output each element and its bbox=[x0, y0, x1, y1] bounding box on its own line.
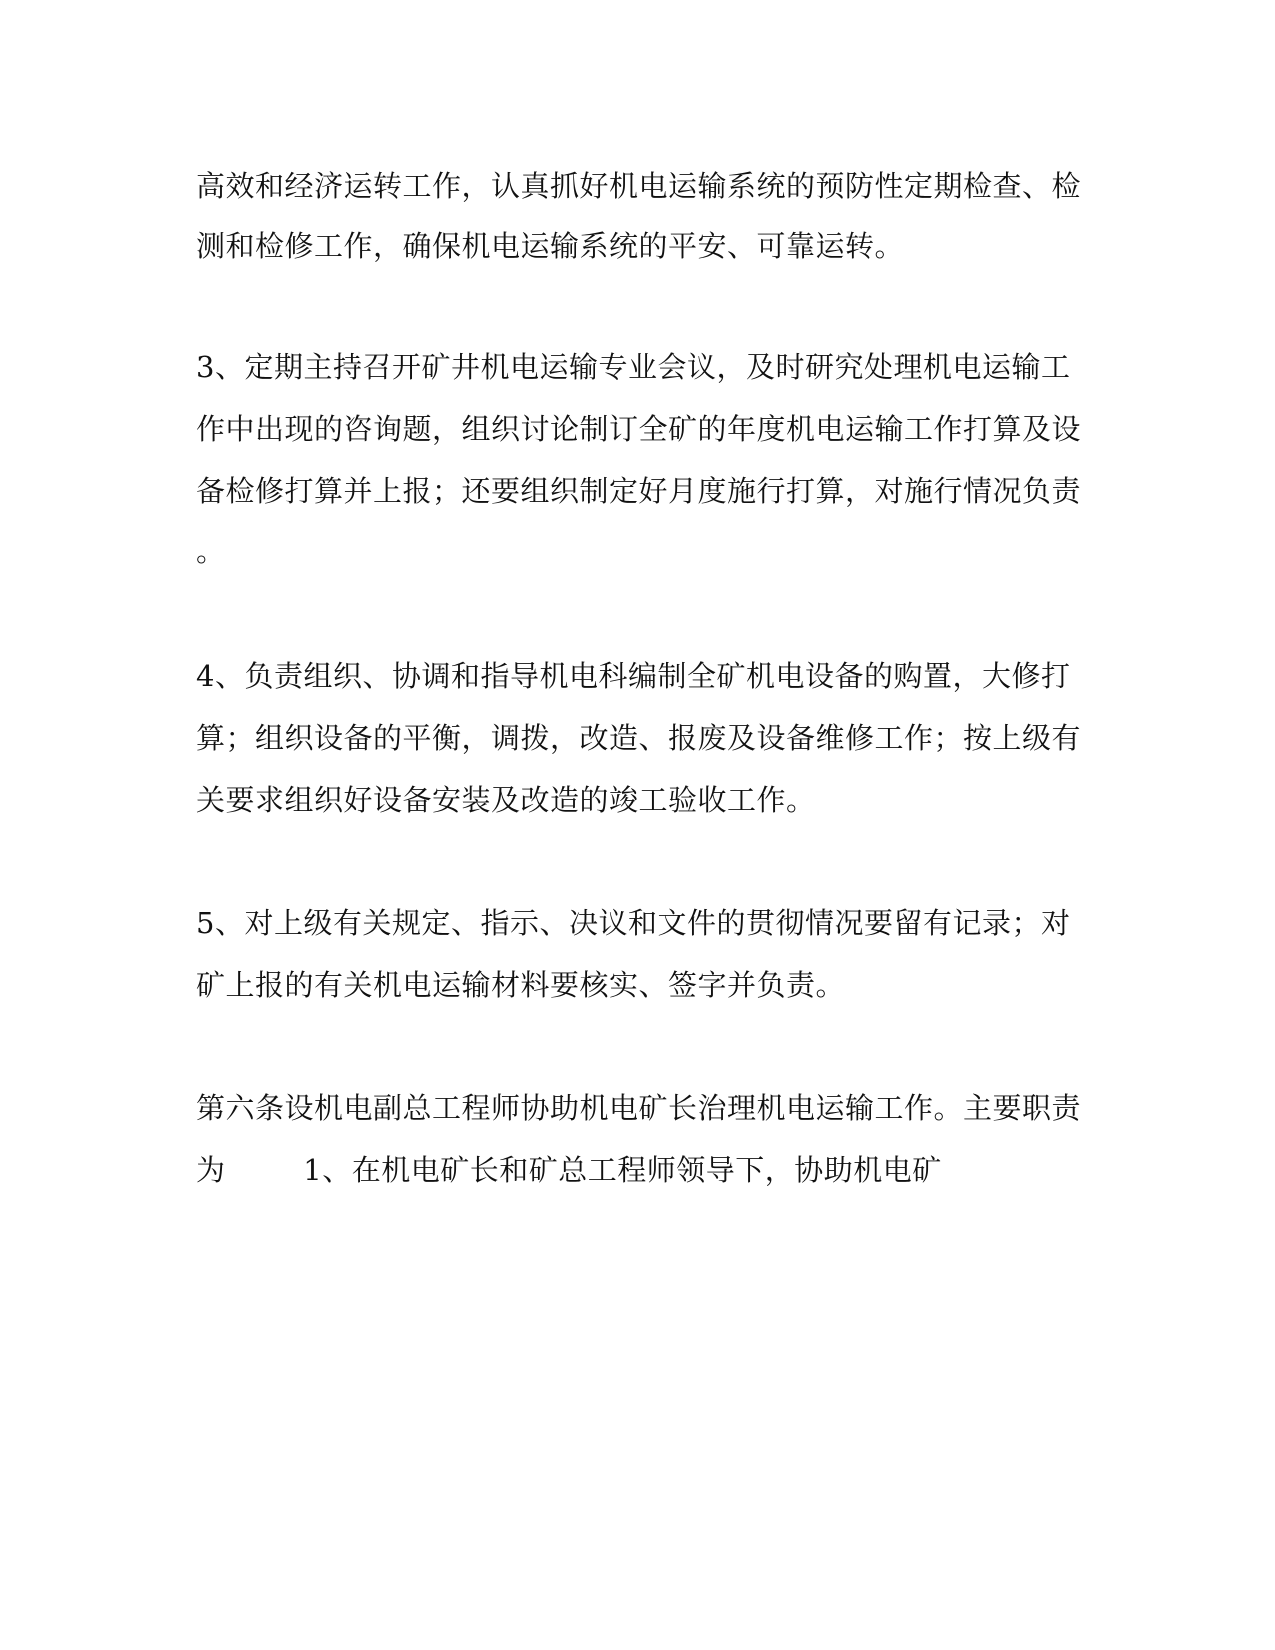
text-line: 备检修打算并上报；还要组织制定好月度施行打算，对施行情况负责 bbox=[196, 474, 1082, 508]
text-line: 关要求组织好设备安装及改造的竣工验收工作。 bbox=[196, 783, 816, 817]
text-line: 为 1、在机电矿长和矿总工程师领导下，协助机电矿 bbox=[196, 1153, 942, 1187]
text-line: 3、定期主持召开矿井机电运输专业会议，及时研究处理机电运输工 bbox=[196, 350, 1071, 384]
text-line: 。 bbox=[196, 534, 226, 568]
text-line: 4、负责组织、协调和指导机电科编制全矿机电设备的购置，大修打 bbox=[196, 659, 1071, 693]
text-line: 算；组织设备的平衡，调拨，改造、报废及设备维修工作；按上级有 bbox=[196, 721, 1082, 755]
text-line: 测和检修工作，确保机电运输系统的平安、可靠运转。 bbox=[196, 229, 905, 263]
text-line: 作中出现的咨询题，组织讨论制订全矿的年度机电运输工作打算及设 bbox=[196, 412, 1082, 446]
text-line: 矿上报的有关机电运输材料要核实、签字并负责。 bbox=[196, 968, 846, 1002]
text-line: 5、对上级有关规定、指示、决议和文件的贯彻情况要留有记录；对 bbox=[196, 906, 1071, 940]
text-line: 第六条设机电副总工程师协助机电矿长治理机电运输工作。主要职责 bbox=[196, 1091, 1082, 1125]
text-line: 高效和经济运转工作，认真抓好机电运输系统的预防性定期检查、检 bbox=[196, 169, 1082, 203]
